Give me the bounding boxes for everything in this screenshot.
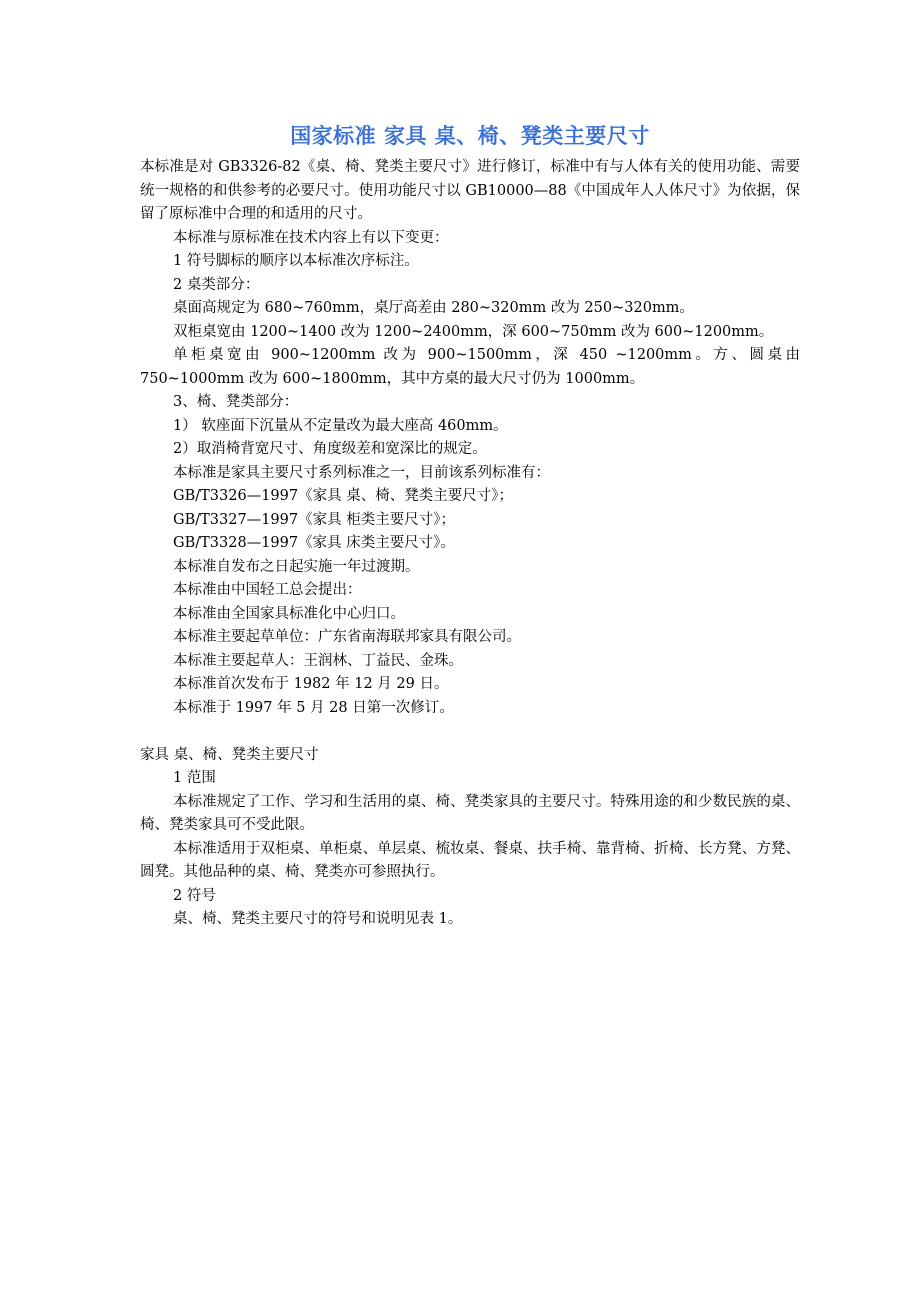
intro-paragraph: 本标准由全国家具标准化中心归口。: [173, 605, 405, 622]
intro-paragraph: 桌面高规定为 680~760mm，桌厅高差由 280~320mm 改为 250~320mm。: [173, 300, 694, 316]
intro-paragraph: 1 符号脚标的顺序以本标准次序标注。: [173, 253, 419, 269]
intro-paragraph: 本标准自发布之日起实施一年过渡期。: [173, 558, 420, 575]
document-title: 国家标准 家具 桌、椅、凳类主要尺寸: [290, 123, 650, 148]
intro-paragraph: 2）取消椅背宽尺寸、角度级差和宽深比的规定。: [173, 441, 487, 457]
intro-paragraph: 本标准于 1997 年 5 月 28 日第一次修订。: [173, 699, 454, 716]
intro-paragraph: 本标准主要起草单位：广东省南海联邦家具有限公司。: [173, 629, 521, 645]
standard-reference: GB/T3326—1997《家具 桌、椅、凳类主要尺寸》；: [173, 488, 513, 504]
clause-heading: 1 范围: [173, 770, 216, 786]
standard-reference: GB/T3327—1997《家具 柜类主要尺寸》；: [173, 511, 455, 528]
intro-paragraph: 3、椅、凳类部分：: [173, 394, 299, 410]
intro-paragraph: 2 桌类部分：: [173, 276, 260, 293]
intro-section: [140, 156, 800, 720]
standard-reference: GB/T3328—1997《家具 床类主要尺寸》。: [173, 535, 455, 551]
body-paragraph: 本标准规定了工作、学习和生活用的桌、椅、凳类家具的主要尺寸。特殊用途的和少数民族的桌、椅、凳类家具可不受此限。: [140, 793, 800, 833]
intro-paragraph: 1） 软座面下沉量从不定量改为最大座高 460mm。: [173, 417, 508, 434]
clause-heading: 2 符号: [173, 887, 216, 904]
section-spacer: [140, 720, 800, 744]
section-heading: 家具 桌、椅、凳类主要尺寸: [140, 746, 319, 763]
body-paragraph: 本标准适用于双柜桌、单柜桌、单层桌、梳妆桌、餐桌、扶手椅、靠背椅、折椅、长方凳、方凳、圆凳。其他品种的桌、椅、凳类亦可参照执行。: [140, 840, 800, 880]
document-page: [140, 118, 800, 932]
intro-paragraph: 本标准是家具主要尺寸系列标准之一，目前该系列标准有：: [173, 464, 550, 481]
intro-paragraph: 本标准首次发布于 1982 年 12 月 29 日。: [173, 676, 449, 692]
intro-paragraph: 本标准与原标准在技术内容上有以下变更：: [173, 229, 449, 246]
body-paragraph: 桌、椅、凳类主要尺寸的符号和说明见表 1。: [173, 911, 463, 927]
intro-paragraph: 双柜桌宽由 1200~1400 改为 1200~2400mm，深 600~750mm 改为 600~1200mm。: [173, 323, 774, 340]
intro-paragraph: 本标准主要起草人：王润林、丁益民、金珠。: [173, 652, 463, 669]
intro-paragraph: 本标准是对 GB3326-82《桌、椅、凳类主要尺寸》进行修订，标准中有与人体有关的使用功能、需要统一规格的和供参考的必要尺寸。使用功能尺寸以 GB10000—88《中国成年人人体尺寸》为依据，保留了原标准中合理的和适用的尺寸。: [140, 159, 800, 222]
intro-paragraph: 本标准由中国轻工总会提出：: [173, 582, 362, 598]
intro-paragraph: 单柜桌宽由 900~1200mm 改为 900~1500mm，深 450 ~1200mm。方、圆桌由 750~1000mm 改为 600~1800mm，其中方桌的最大尺寸仍为 1000mm。: [140, 347, 800, 387]
body-section: [140, 744, 800, 932]
